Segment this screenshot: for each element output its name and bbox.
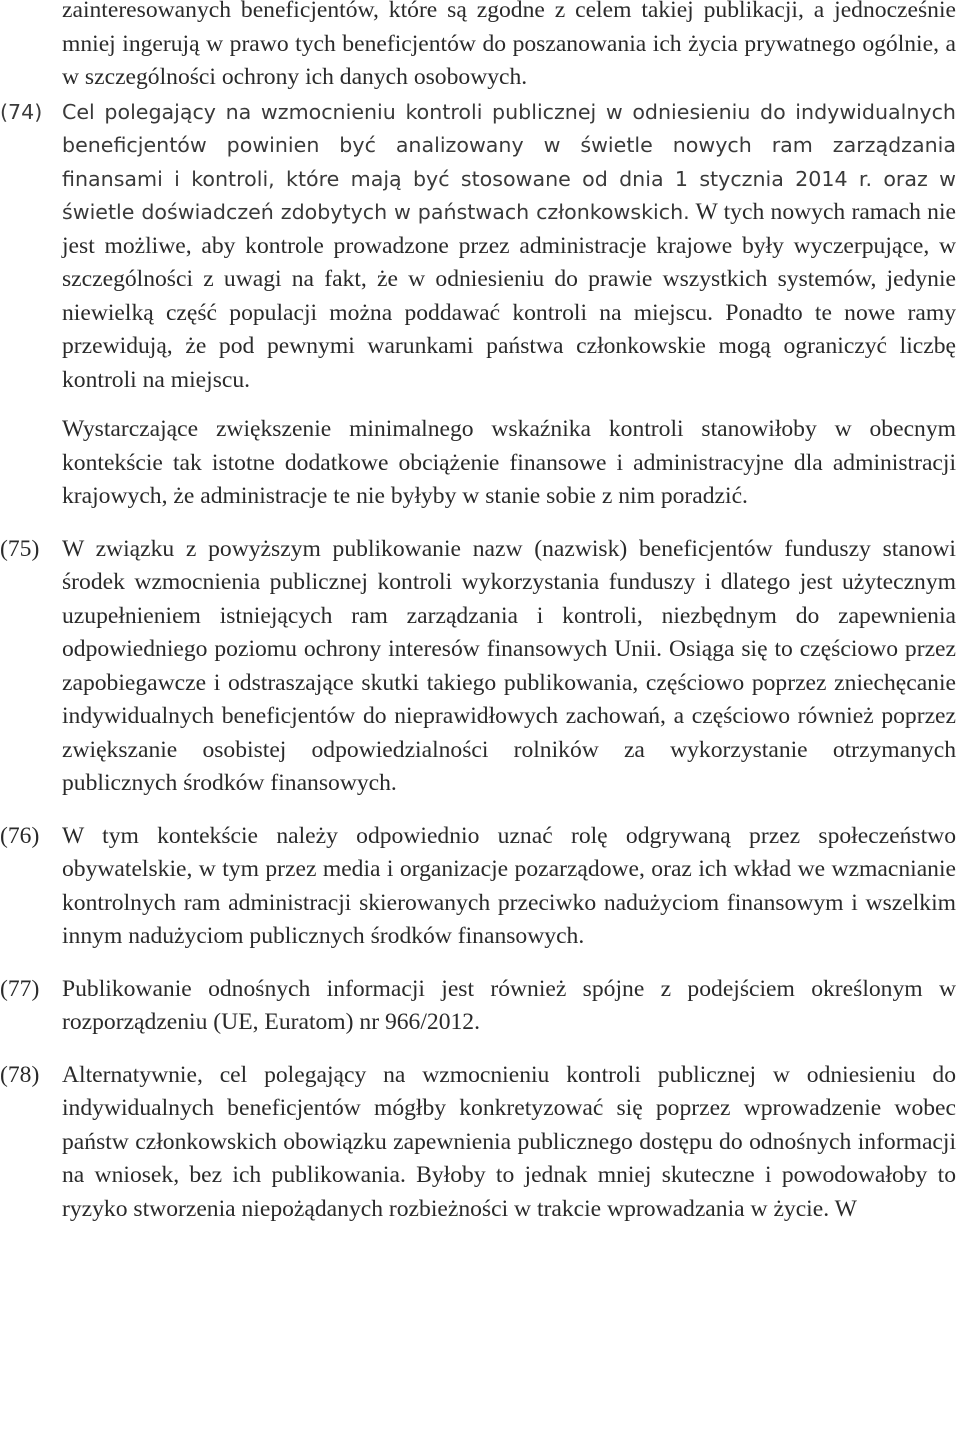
recital-77-text: Publikowanie odnośnych informacji jest również spójne z podejściem określonym w rozporządzeniu (UE, Euratom) nr 966/2012.	[62, 975, 956, 1035]
recital-number: (76)	[0, 822, 40, 849]
recital-74-continuation-text: Wystarczające zwiększenie minimalnego wskaźnika kontroli stanowiłoby w obecnym kontekście tak istotne dodatkowe obciążenie finansowe i administracyjne dla administracji krajowych, że administracje te nie byłyby w stanie sobie z nim poradzić.	[62, 416, 956, 509]
recital-74-text-a: Cel polegający na wzmocnieniu kontroli publicznej w odniesieniu do indywidualnych beneficjentów powinien być analizowany w świetle nowych ram zarządzania finansami i kontroli, które mają być stosowane od dnia 1 stycznia 2014 r. oraz w świetle doświadczeń zdobytych w państwach członkowskich.	[62, 99, 956, 224]
recital-78	[0, 1059, 956, 1227]
recital-74-text-b: W tych nowych ramach nie jest możliwe, aby kontrole prowadzone przez administracje krajowe były wyczerpujące, w szczególności z uwagi na fakt, że w odniesieniu do prawie wszystkich systemów, jedynie niewielką część populacji można poddawać kontroli na miejscu. Ponadto te nowe ramy przewidują, że pod pewnymi warunkami państwa członkowskie mogą ograniczyć liczbę kontroli na miejscu.	[62, 199, 956, 393]
recital-74	[0, 96, 956, 398]
intro-paragraph	[0, 0, 956, 95]
recital-77	[0, 973, 956, 1040]
recital-75	[0, 533, 956, 801]
recital-number: (78)	[0, 1061, 40, 1088]
recital-74-continuation	[0, 413, 956, 514]
recital-76	[0, 820, 956, 954]
recital-75-text: W związku z powyższym publikowanie nazw (nazwisk) beneficjentów funduszy stanowi środek wzmocnienia publicznej kontroli wykorzystania funduszy i dlatego jest użytecznym uzupełnieniem istniejących ram zarządzania i kontroli, niezbędnym do zapewnienia odpowiedniego poziomu ochrony interesów finansowych Unii. Osiąga się to częściowo przez zapobiegawcze i odstraszające skutki takiego publikowania, częściowo poprzez zniechęcanie indywidualnych beneficjentów do nieprawidłowych zachowań, a częściowo również poprzez zwiększanie osobistej odpowiedzialności rolników za wykorzystanie otrzymanych publicznych środków finansowych.	[62, 535, 956, 796]
recital-78-text: Alternatywnie, cel polegający na wzmocnieniu kontroli publicznej w odniesieniu do indywidualnych beneficjentów mógłby konkretyzować się poprzez wprowadzenie wobec państw członkowskich obowiązku zapewnienia publicznego dostępu do odnośnych informacji na wniosek, bez ich publikowania. Byłoby to jednak mniej skuteczne i powodowałoby to ryzyko stworzenia niepożądanych rozbieżności w trakcie wprowadzania w życie. W	[62, 1061, 956, 1222]
recital-number: (75)	[0, 535, 40, 562]
recital-number: (77)	[0, 975, 40, 1002]
recital-76-text: W tym kontekście należy odpowiednio uznać rolę odgrywaną przez społeczeństwo obywatelskie, w tym przez media i organizacje pozarządowe, oraz ich wkład we wzmacnianie kontrolnych ram administracji skierowanych przeciwko nadużyciom finansowym i wszelkim innym nadużyciom publicznych środków finansowych.	[62, 822, 956, 949]
intro-text: zainteresowanych beneficjentów, które są zgodne z celem takiej publikacji, a jednocześnie mniej ingerują w prawo tych beneficjentów do poszanowania ich życia prywatnego ogólnie, a w szczególności ochrony ich danych osobowych.	[62, 0, 956, 90]
recital-number: (74)	[0, 99, 43, 124]
